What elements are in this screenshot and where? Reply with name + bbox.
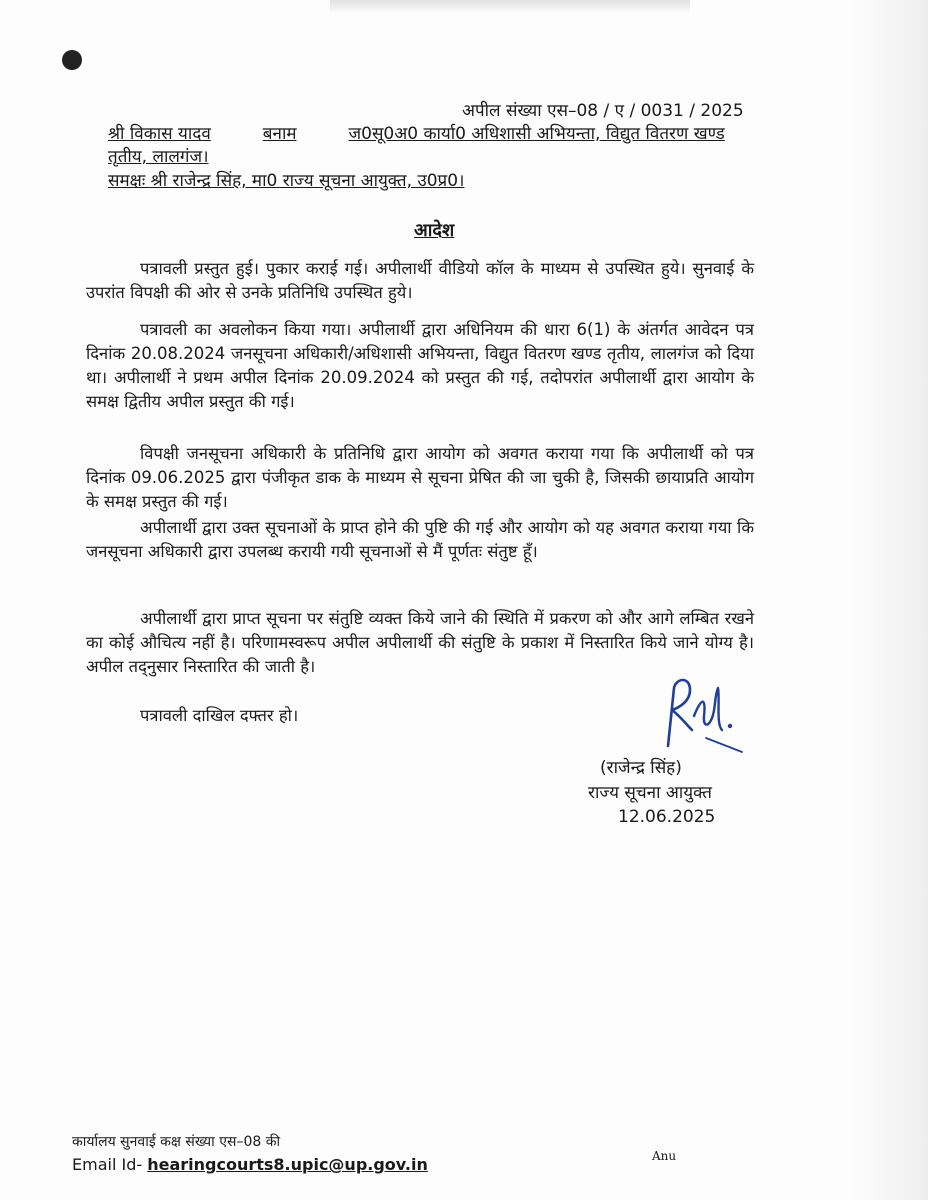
- paragraph-3: [86, 442, 754, 514]
- versus-label: बनाम: [262, 124, 297, 144]
- order-date: 12.06.2025: [618, 807, 716, 827]
- appeal-number: अपील संख्या एस–08 / ए / 0031 / 2025: [462, 101, 744, 121]
- footer-email: [72, 1154, 428, 1176]
- paragraph-3-text: विपक्षी जनसूचना अधिकारी के प्रतिनिधि द्वारा आयोग को अवगत कराया गया कि अपीलार्थी को पत्र दिनांक 09.06.2025 द्वारा पंजीकृत डाक के माध्यम से सूचना प्रेषित की जा चुकी है, जिसकी छायाप्रति आयोग के समक्ष प्रस्तुत की गई।: [86, 444, 754, 511]
- signature-image: [650, 668, 750, 758]
- paragraph-1-text: पत्रावली प्रस्तुत हुई। पुकार कराई गई। अपीलार्थी वीडियो कॉल के माध्यम से उपस्थित हुये। सुनवाई के उपरांत विपक्षी की ओर से उनके प्रतिनिधि उपस्थित हुये।: [86, 259, 754, 302]
- paragraph-4-text: अपीलार्थी द्वारा उक्त सूचनाओं के प्राप्त होने की पुष्टि की गई और आयोग को यह अवगत कराया गया कि जनसूचना अधिकारी द्वारा उपलब्ध करायी गयी सूचनाओं से मैं पूर्णतः संतुष्ट हूँ।: [86, 518, 754, 561]
- scan-edge-shadow: [848, 0, 928, 1200]
- typist-initials: Anu: [652, 1149, 677, 1163]
- email-label: Email Id-: [72, 1155, 143, 1174]
- paragraph-5-text: अपीलार्थी द्वारा प्राप्त सूचना पर संतुष्टि व्यक्त किये जाने की स्थिति में प्रकरण को और आगे लम्बित रखने का कोई औचित्य नहीं है। परिणामस्वरूप अपील अपीलार्थी की संतुष्टि के प्रकाश में निस्तारित किये जाने योग्य है। अपील तद्नुसार निस्तारित की जाती है।: [86, 609, 754, 676]
- before-commissioner: समक्षः श्री राजेन्द्र सिंह, मा0 राज्य सूचना आयुक्त, उ0प्र0।: [108, 171, 465, 191]
- email-address-link[interactable]: hearingcourts8.upic@up.gov.in: [147, 1155, 428, 1174]
- signatory-name: (राजेन्द्र सिंह): [600, 758, 682, 778]
- paragraph-6-text: पत्रावली दाखिल दफ्तर हो।: [140, 706, 299, 725]
- paragraph-4: [86, 516, 754, 564]
- punch-hole: [62, 50, 82, 70]
- respondent-line-2: तृतीय, लालगंज।: [108, 147, 209, 167]
- parties-line: [108, 123, 725, 145]
- appellant-name: श्री विकास यादव: [108, 124, 211, 144]
- footer-office: कार्यालय सुनवाई कक्ष संख्या एस–08 की: [72, 1134, 281, 1150]
- paragraph-2: [86, 318, 754, 414]
- paragraph-1: [86, 257, 754, 305]
- order-title: आदेश: [414, 220, 455, 241]
- scan-top-smudge: [330, 0, 690, 14]
- paragraph-2-text: पत्रावली का अवलोकन किया गया। अपीलार्थी द्वारा अधिनियम की धारा 6(1) के अंतर्गत आवेदन पत्र दिनांक 20.08.2024 जनसूचना अधिकारी/अधिशासी अभियन्ता, विद्युत वितरण खण्ड तृतीय, लालगंज को दिया था। अपीलार्थी ने प्रथम अपील दिनांक 20.09.2024 को प्रस्तुत की गई, तदोपरांत अपीलार्थी द्वारा आयोग के समक्ष द्वितीय अपील प्रस्तुत की गई।: [86, 320, 755, 411]
- signatory-designation: राज्य सूचना आयुक्त: [588, 783, 712, 803]
- respondent-line-1: ज0सू0अ0 कार्या0 अधिशासी अभियन्ता, विद्युत वितरण खण्ड: [348, 124, 725, 144]
